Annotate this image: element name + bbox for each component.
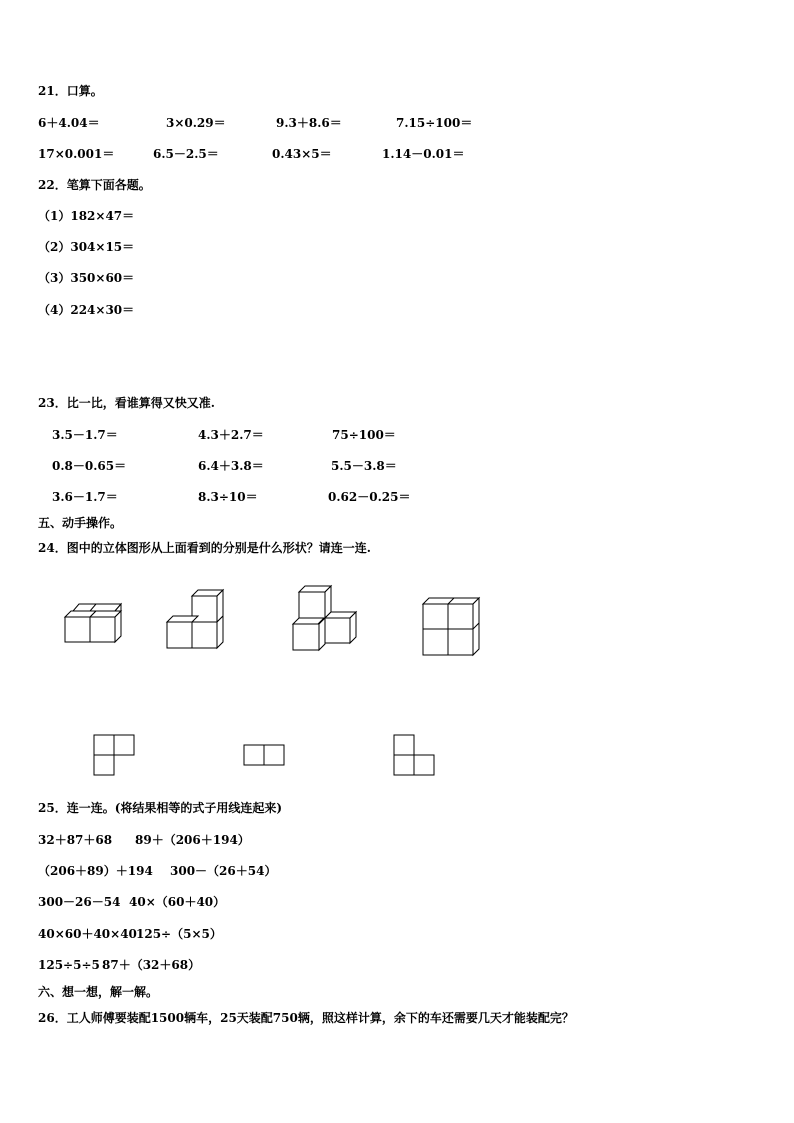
q25-left-3: 300－26－54: [38, 895, 121, 909]
top-view-3: [392, 733, 438, 777]
q23-expr-9: 0.62－0.25＝: [328, 490, 411, 504]
q25-right-3: 40×（60＋40）: [129, 895, 226, 909]
solid-figure-3: [290, 580, 366, 654]
q25-title: 25．连一连。(将结果相等的式子用线连起来): [38, 801, 283, 815]
q24-title: 24．图中的立体图形从上面看到的分别是什么形状？请连一连.: [38, 541, 371, 555]
q21-expr-5: 17×0.001＝: [38, 147, 115, 161]
top-view-2: [242, 743, 288, 767]
q22-item-4: （4）224×30＝: [38, 303, 135, 317]
q23-expr-8: 8.3÷10＝: [198, 490, 258, 504]
q25-right-2: 300－（26＋54）: [170, 864, 277, 878]
q25-right-1: 89＋（206＋194）: [135, 833, 250, 847]
q21-expr-4: 7.15÷100＝: [396, 116, 473, 130]
q25-left-4: 40×60＋40×40: [38, 927, 137, 941]
solid-figure-4: [418, 592, 488, 658]
q25-right-4: 125÷（5×5）: [136, 927, 222, 941]
q21-expr-7: 0.43×5＝: [272, 147, 332, 161]
q23-expr-2: 4.3＋2.7＝: [198, 428, 264, 442]
q25-left-5: 125÷5÷5: [38, 958, 100, 972]
top-view-1: [92, 733, 138, 777]
q22-title: 22．笔算下面各题。: [38, 178, 151, 192]
section5-title: 五、动手操作。: [38, 516, 123, 530]
q25-left-1: 32＋87＋68: [38, 833, 113, 847]
q22-item-1: （1）182×47＝: [38, 209, 135, 223]
q26-title: 26．工人师傅要装配1500辆车，25天装配750辆，照这样计算，余下的车还需要几天才能装配完？: [38, 1011, 574, 1025]
solid-figure-1: [60, 598, 130, 650]
q23-title: 23．比一比，看谁算得又快又准.: [38, 396, 215, 410]
q21-expr-2: 3×0.29＝: [166, 116, 226, 130]
q23-expr-3: 75÷100＝: [332, 428, 396, 442]
solid-figure-2: [162, 586, 232, 652]
q23-expr-6: 5.5－3.8＝: [331, 459, 397, 473]
q25-right-5: 87＋（32＋68）: [102, 958, 201, 972]
q25-left-2: （206＋89）＋194: [38, 864, 153, 878]
q21-expr-8: 1.14－0.01＝: [382, 147, 465, 161]
q21-expr-6: 6.5－2.5＝: [153, 147, 219, 161]
q21-expr-3: 9.3＋8.6＝: [276, 116, 342, 130]
q21-title: 21．口算。: [38, 84, 103, 98]
q23-expr-7: 3.6－1.7＝: [52, 490, 118, 504]
q22-item-2: （2）304×15＝: [38, 240, 135, 254]
section6-title: 六、想一想，解一解。: [38, 985, 159, 999]
q23-expr-4: 0.8－0.65＝: [52, 459, 127, 473]
q23-expr-1: 3.5－1.7＝: [52, 428, 118, 442]
q23-expr-5: 6.4＋3.8＝: [198, 459, 264, 473]
q21-expr-1: 6＋4.04＝: [38, 116, 100, 130]
q22-item-3: （3）350×60＝: [38, 271, 135, 285]
